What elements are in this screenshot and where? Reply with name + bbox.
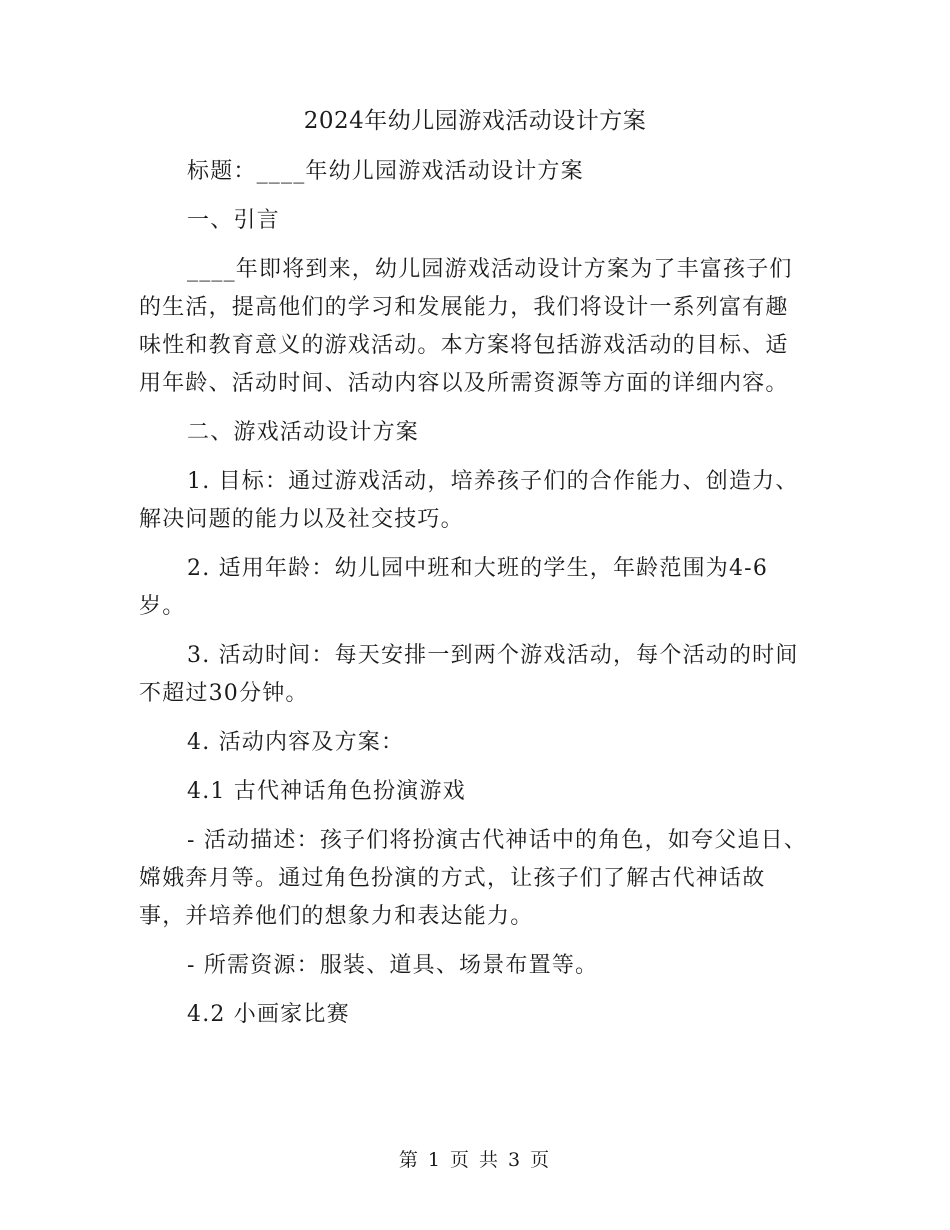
activity-description: - 活动描述：孩子们将扮演古代神话中的角色，如夸父追日、嫦娥奔月等。通过角色扮演的方式，让孩子们了解古代神话故事，并培养他们的想象力和表达能力。 <box>139 828 808 929</box>
activity-resources: - 所需资源：服装、道具、场景布置等。 <box>187 953 599 978</box>
section-heading-plan: 二、游戏活动设计方案 <box>187 420 420 445</box>
page-number-footer: 第 1 页 共 3 页 <box>398 1149 552 1171</box>
plan-item-content: 4. 活动内容及方案： <box>187 730 405 755</box>
subsection-heading-4-1: 4.1 古代神话角色扮演游戏 <box>187 779 466 804</box>
plan-item-time: 3. 活动时间：每天安排一到两个游戏活动，每个活动的时间不超过30分钟。 <box>139 643 799 706</box>
section-heading-intro: 一、引言 <box>187 208 280 233</box>
plan-item-goal: 1. 目标：通过游戏活动，培养孩子们的合作能力、创造力、解决问题的能力以及社交技巧。 <box>139 469 799 532</box>
heading-label-line: 标题：____年幼儿园游戏活动设计方案 <box>187 159 584 184</box>
document-title: 2024年幼儿园游戏活动设计方案 <box>303 108 647 134</box>
intro-paragraph: ____年即将到来，幼儿园游戏活动设计方案为了丰富孩子们的生活，提高他们的学习和发展能力，我们将设计一系列富有趣味性和教育意义的游戏活动。本方案将包括游戏活动的目标、适用年龄、活动时间、活动内容以及所需资源等方面的详细内容。 <box>139 257 793 396</box>
subsection-heading-4-2: 4.2 小画家比赛 <box>187 1002 350 1027</box>
document-body <box>139 153 811 1034</box>
plan-item-age: 2. 适用年龄：幼儿园中班和大班的学生，年龄范围为4-6岁。 <box>139 556 769 619</box>
